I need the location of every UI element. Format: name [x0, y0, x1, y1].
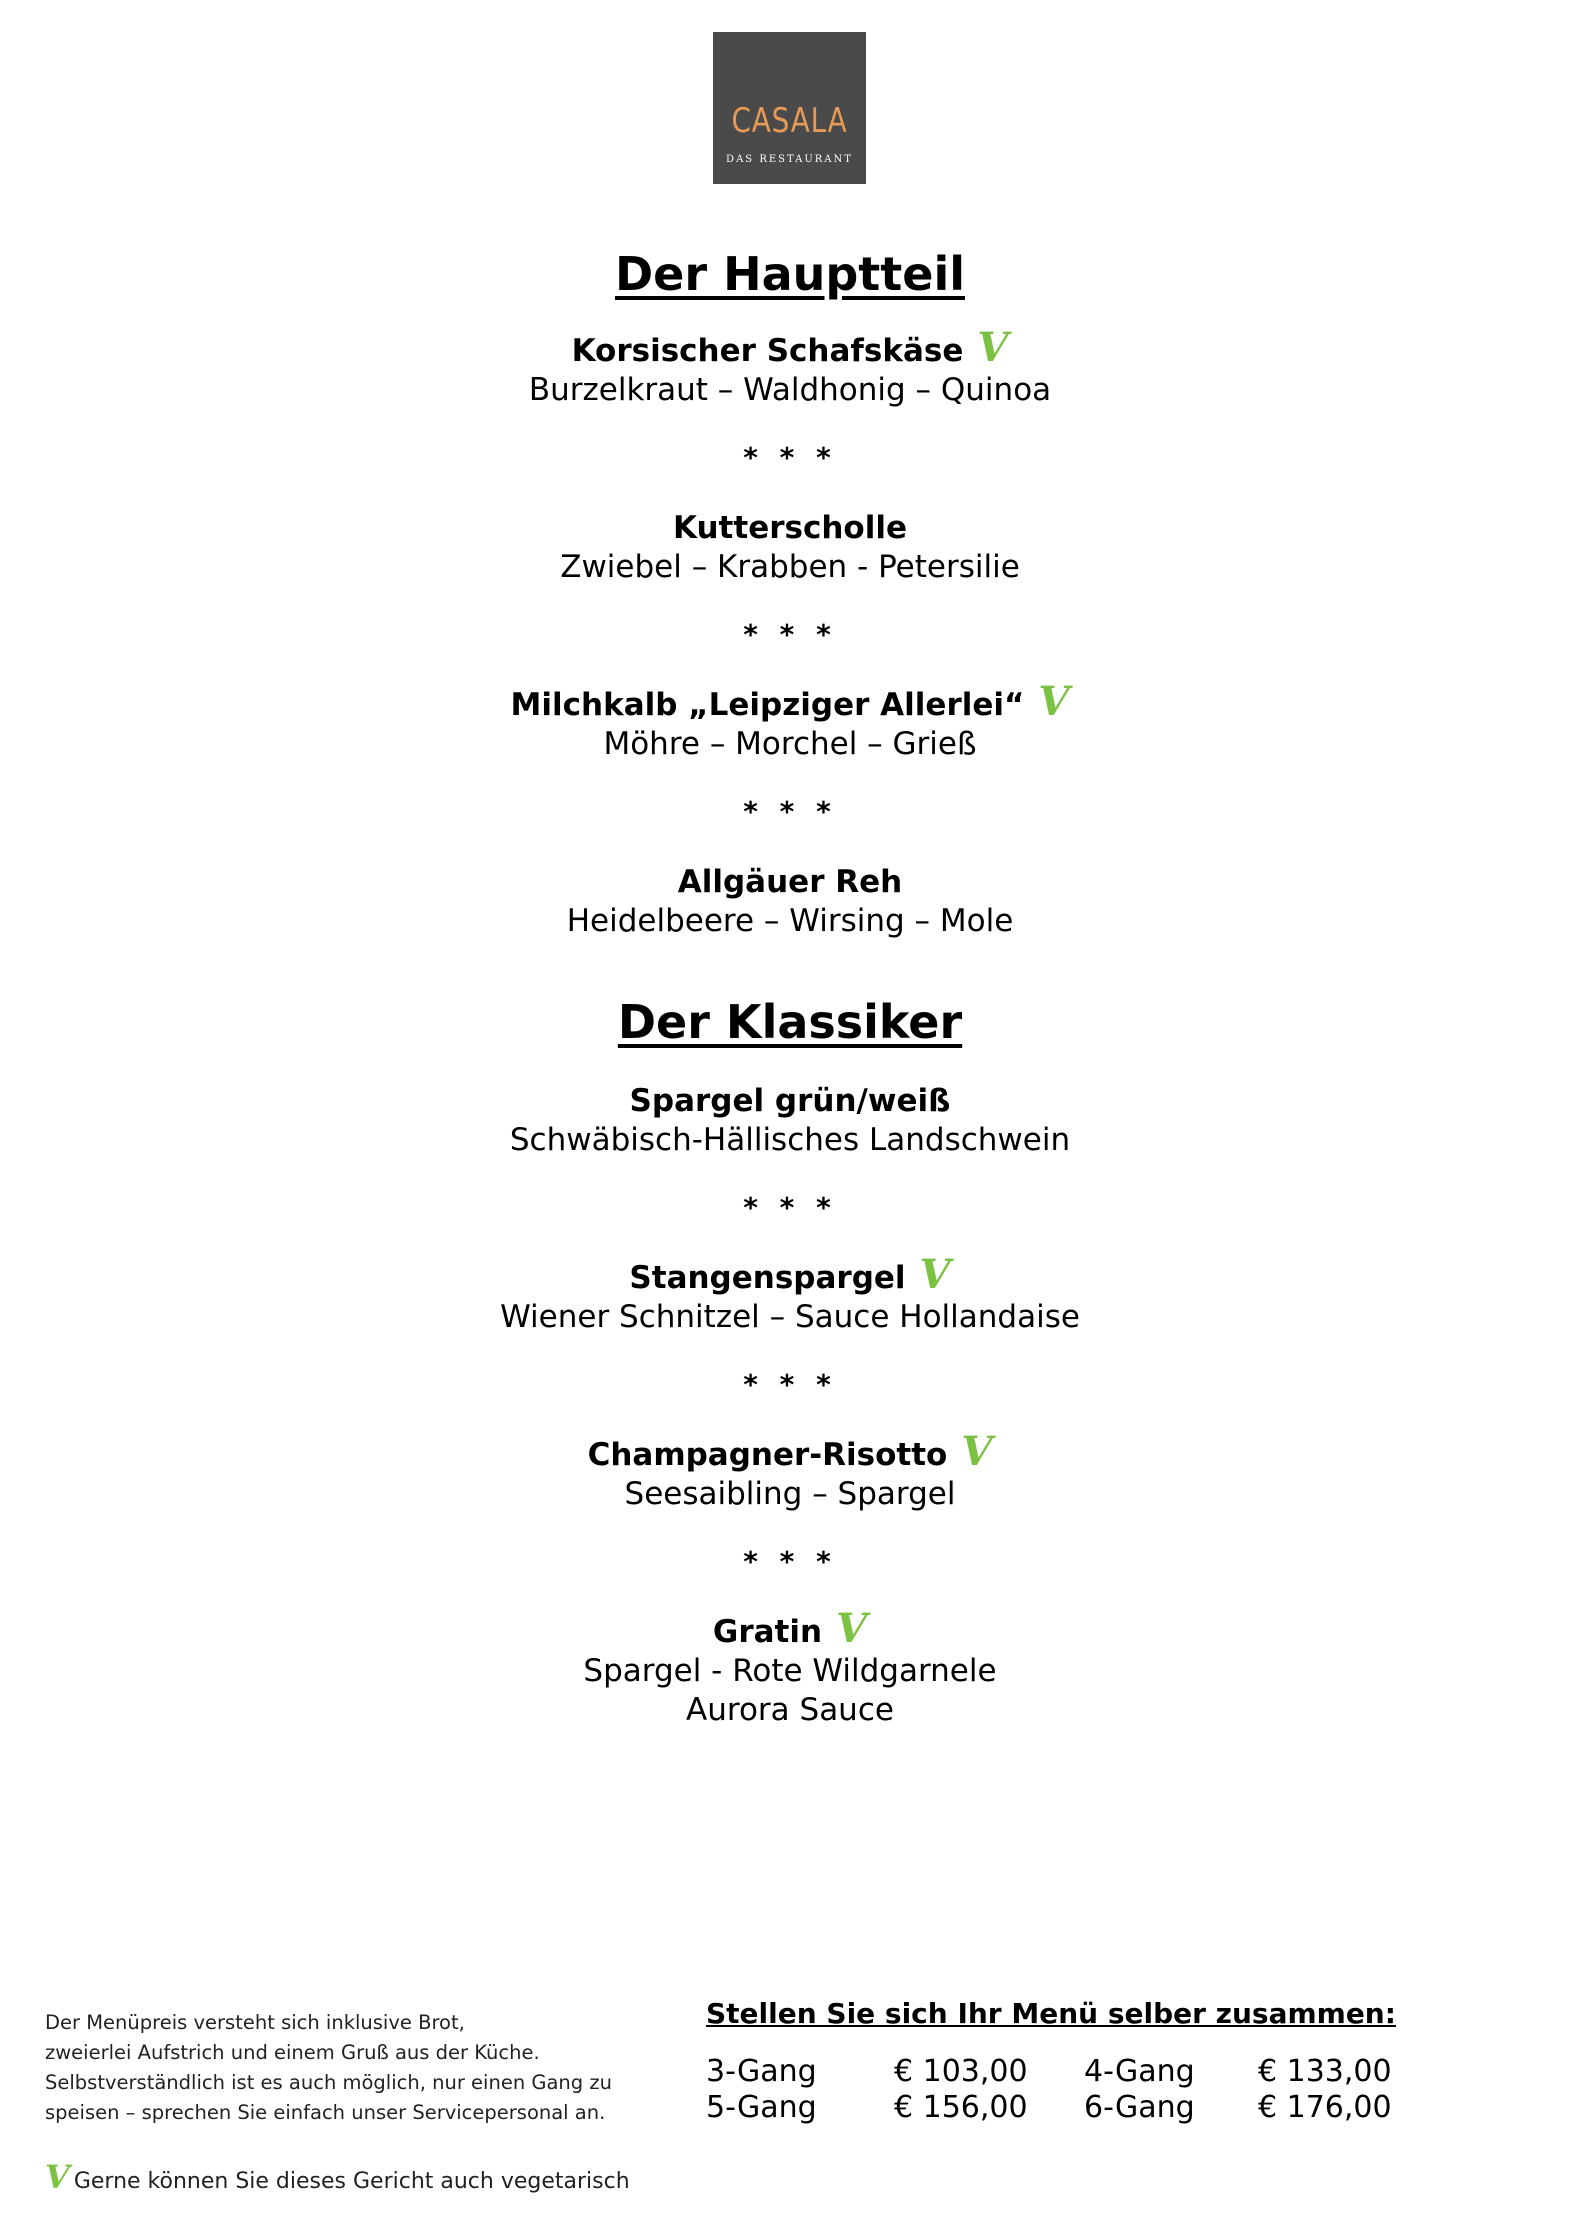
dish-name: [0, 1251, 1571, 1298]
note-line: Der Menüpreis versteht sich inklusive Brot,: [45, 2011, 465, 2034]
course-price: € 133,00: [1258, 2054, 1392, 2089]
vegetarian-note-text: Gerne können Sie dieses Gericht auch vegetarisch: [73, 2169, 630, 2194]
course-count: 3-Gang: [706, 2054, 817, 2089]
dish-name: [0, 678, 1571, 725]
dish-name-text: Champagner-Risotto: [587, 1437, 948, 1473]
course-separator: * * *: [743, 1368, 837, 1401]
vegetarian-icon: V: [977, 324, 1009, 371]
note-line: zweierlei Aufstrich und einem Gruß aus der Küche.: [45, 2041, 540, 2064]
price-box: [706, 1994, 1406, 2126]
dish-description: Burzelkraut – Waldhonig – Quinoa: [528, 372, 1052, 408]
dish-description: Heidelbeere – Wirsing – Mole: [566, 903, 1014, 939]
dish-name-text: Kutterscholle: [673, 510, 907, 546]
vegetarian-icon: V: [836, 1605, 868, 1652]
course-count: 4-Gang: [1084, 2054, 1195, 2089]
dish-name: [0, 1605, 1571, 1652]
vegetarian-icon: V: [919, 1251, 951, 1298]
vegetarian-icon: V: [961, 1428, 993, 1475]
note-line: Selbstverständlich ist es auch möglich, nur einen Gang zu: [45, 2071, 612, 2094]
dish-name: [0, 508, 1571, 548]
price-info-note: [45, 2008, 685, 2128]
menu-body: [0, 245, 1571, 1730]
vegetarian-icon: V: [45, 2158, 70, 2196]
dish-name-text: Stangenspargel: [629, 1260, 906, 1296]
section-title: Der Hauptteil: [614, 247, 965, 301]
dish-name-text: Korsischer Schafskäse: [571, 333, 964, 369]
dish-name: [0, 1428, 1571, 1475]
dish-description: Spargel - Rote Wildgarnele: [583, 1653, 997, 1689]
dish-description: Wiener Schnitzel – Sauce Hollandaise: [500, 1299, 1080, 1335]
dish-description: Möhre – Morchel – Grieß: [603, 726, 977, 762]
dish-description: Schwäbisch-Hällisches Landschwein: [509, 1122, 1071, 1158]
dish-name-text: Gratin: [712, 1614, 823, 1650]
dish-name: [0, 1081, 1571, 1121]
vegetarian-note: [45, 2158, 630, 2196]
dish-name: [0, 862, 1571, 902]
dish-name-text: Allgäuer Reh: [677, 864, 903, 900]
course-separator: * * *: [743, 618, 837, 651]
price-grid: [706, 2054, 1406, 2126]
logo-subtitle: DAS RESTAURANT: [726, 154, 853, 165]
dish-description: Seesaibling – Spargel: [624, 1476, 956, 1512]
dish-name-text: Spargel grün/weiß: [629, 1083, 951, 1119]
course-price: € 176,00: [1258, 2090, 1392, 2125]
course-count: 6-Gang: [1084, 2090, 1195, 2125]
dish-name-text: Milchkalb „Leipziger Allerlei“: [510, 687, 1025, 723]
logo-name: CASALA: [731, 101, 848, 141]
dish-name: [0, 324, 1571, 371]
dish-description: Zwiebel – Krabben - Petersilie: [560, 549, 1020, 585]
note-line: speisen – sprechen Sie einfach unser Servicepersonal an.: [45, 2101, 606, 2124]
course-separator: * * *: [743, 1191, 837, 1224]
price-title: Stellen Sie sich Ihr Menü selber zusammen:: [706, 1997, 1396, 2030]
course-price: € 103,00: [894, 2054, 1028, 2089]
course-count: 5-Gang: [706, 2090, 817, 2125]
course-separator: * * *: [743, 1545, 837, 1578]
course-separator: * * *: [743, 441, 837, 474]
section-title: Der Klassiker: [617, 995, 963, 1049]
vegetarian-icon: V: [1038, 678, 1070, 725]
dish-description: Aurora Sauce: [686, 1692, 894, 1728]
course-separator: * * *: [743, 795, 837, 828]
restaurant-logo: [713, 32, 866, 184]
course-price: € 156,00: [894, 2090, 1028, 2125]
